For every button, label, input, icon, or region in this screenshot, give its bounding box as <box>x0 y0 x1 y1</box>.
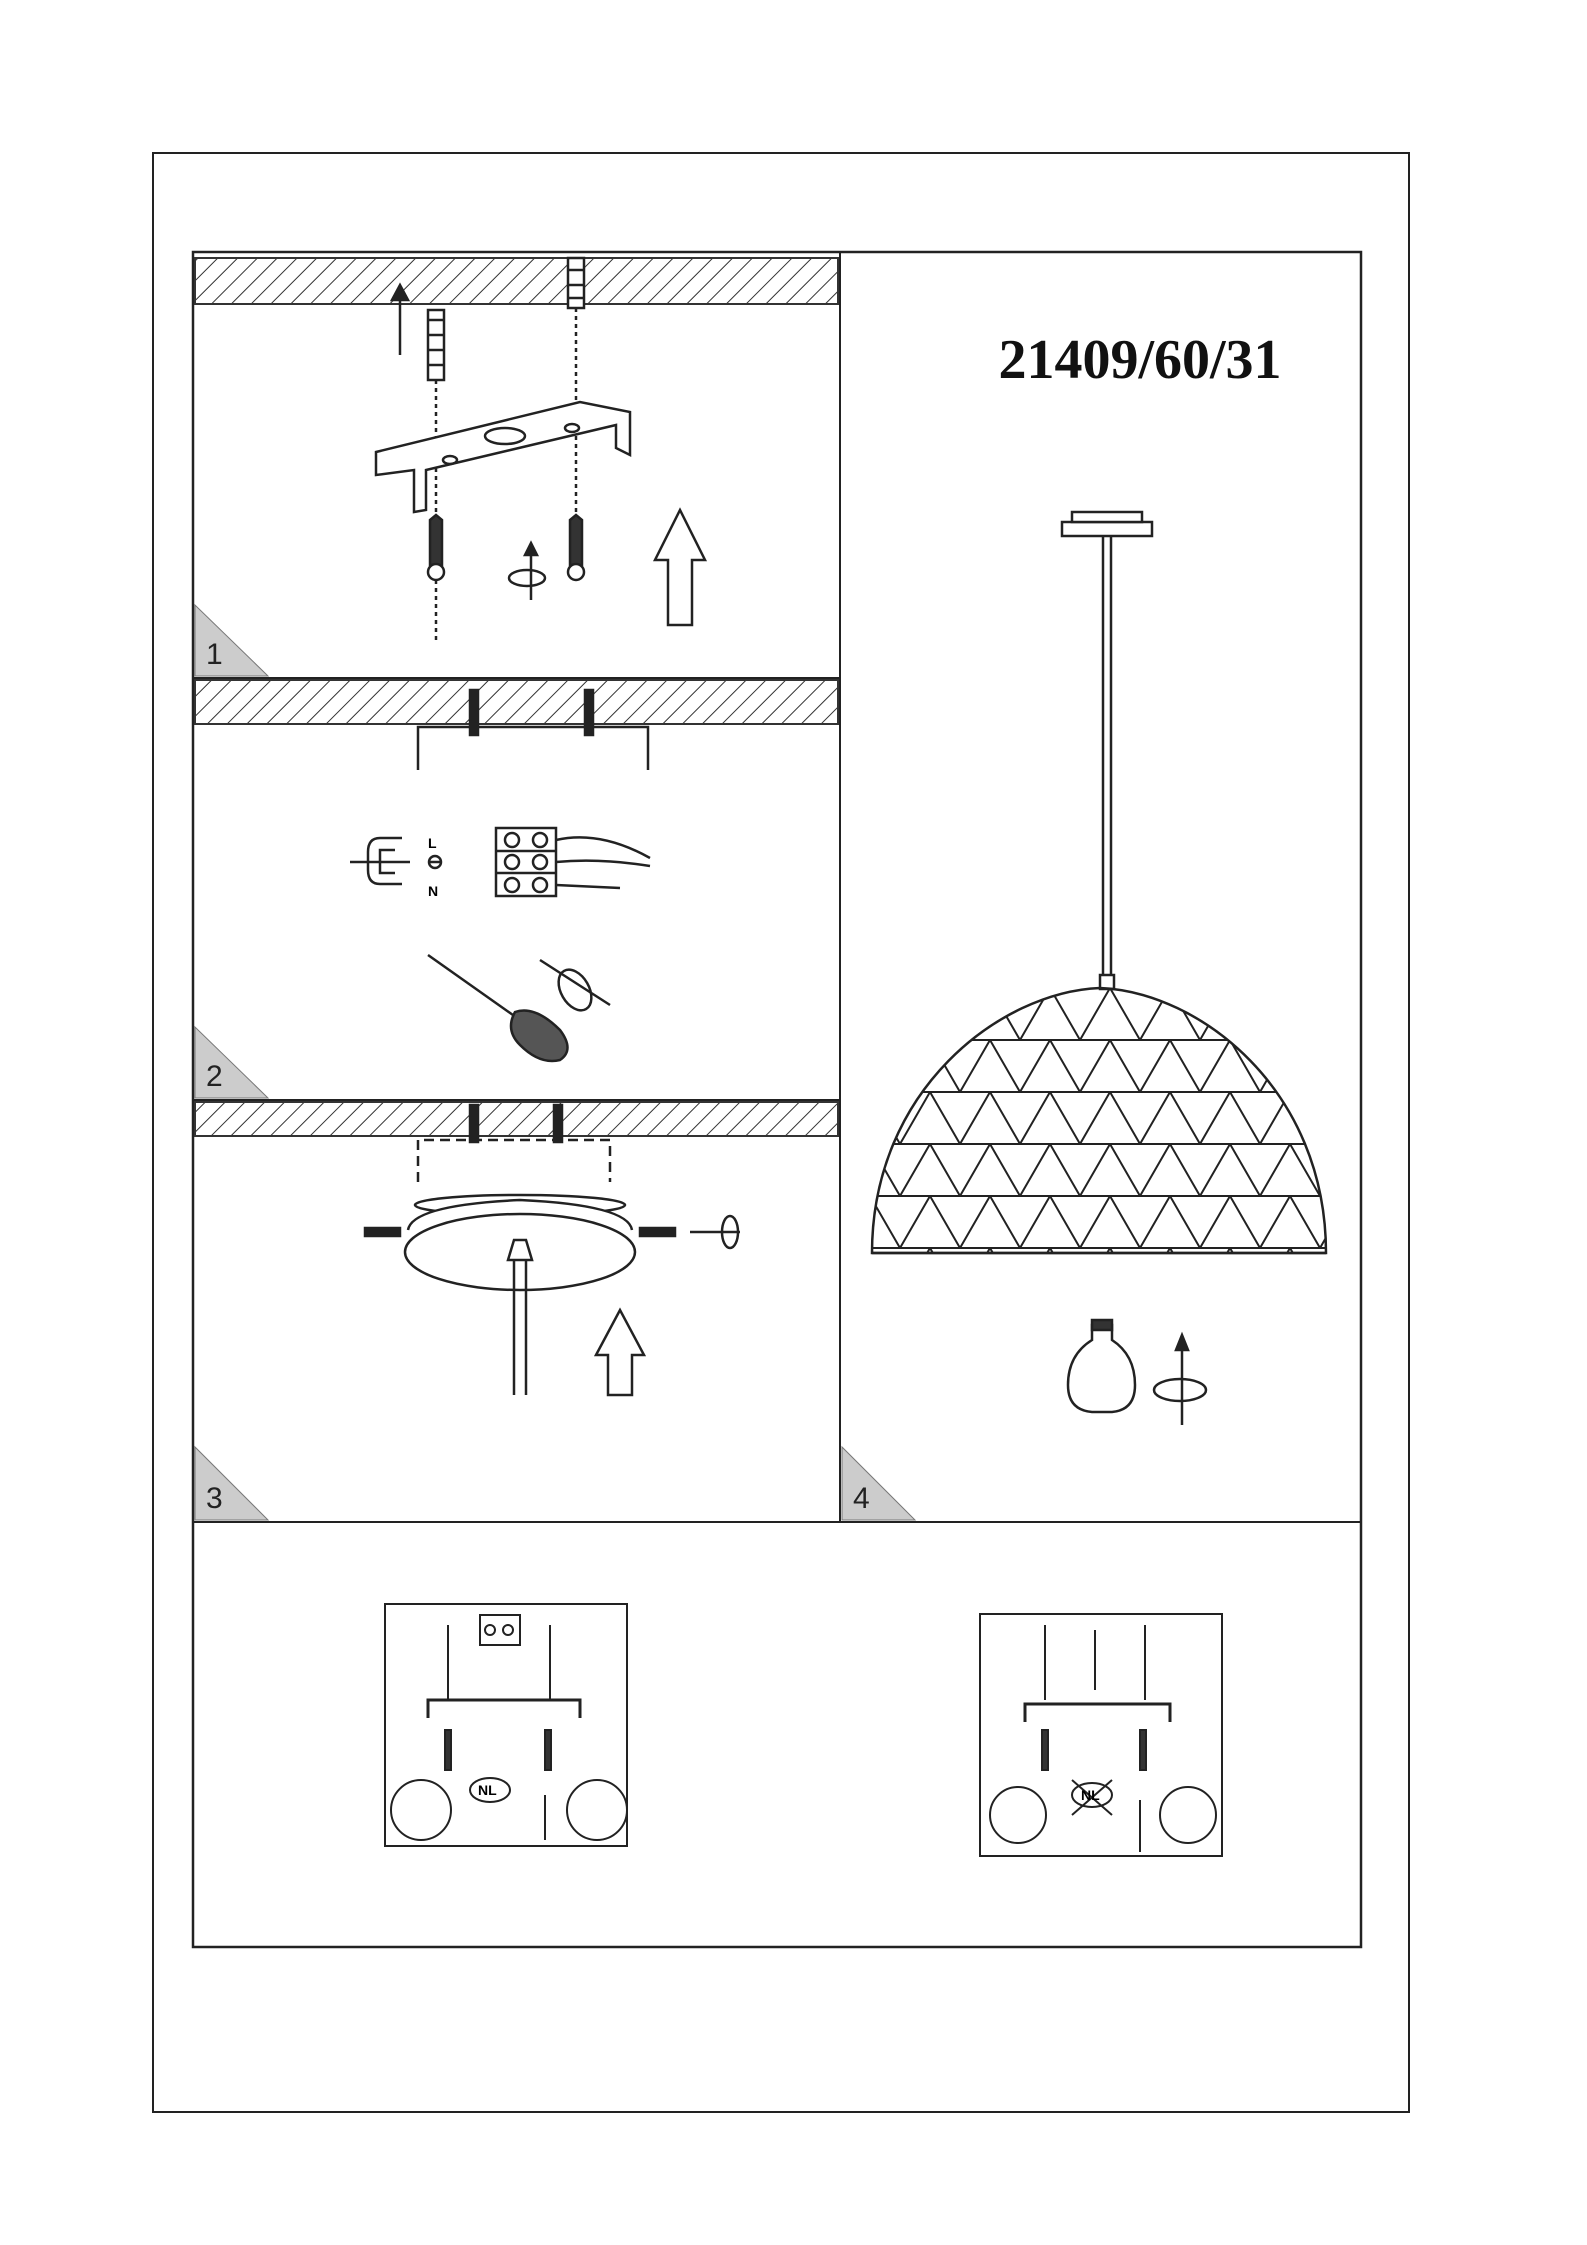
step-number-1: 1 <box>206 638 223 671</box>
bottom-diagram-right <box>980 1614 1222 1856</box>
ceiling-step-3 <box>195 1102 838 1136</box>
label-neutral: N <box>428 883 439 899</box>
step-2-wiring-diagram <box>350 690 650 1061</box>
step-1-bracket-diagram <box>376 258 705 640</box>
step-number-3: 3 <box>206 1482 223 1515</box>
step-4-pendant-lamp <box>872 512 1328 1425</box>
step-number-2: 2 <box>206 1060 223 1093</box>
model-number: 21409/60/31 <box>998 329 1282 391</box>
ceiling-step-1 <box>195 258 838 304</box>
step-3-canopy-diagram <box>365 1105 740 1395</box>
ceiling-step-2 <box>195 680 838 724</box>
badge-nl-right: NL <box>1081 1787 1100 1803</box>
step-number-4: 4 <box>853 1482 870 1515</box>
badge-nl-left: NL <box>478 1782 497 1798</box>
step-corner-markers <box>195 605 915 1520</box>
bottom-diagram-left <box>385 1604 627 1846</box>
label-live: L <box>428 835 437 851</box>
